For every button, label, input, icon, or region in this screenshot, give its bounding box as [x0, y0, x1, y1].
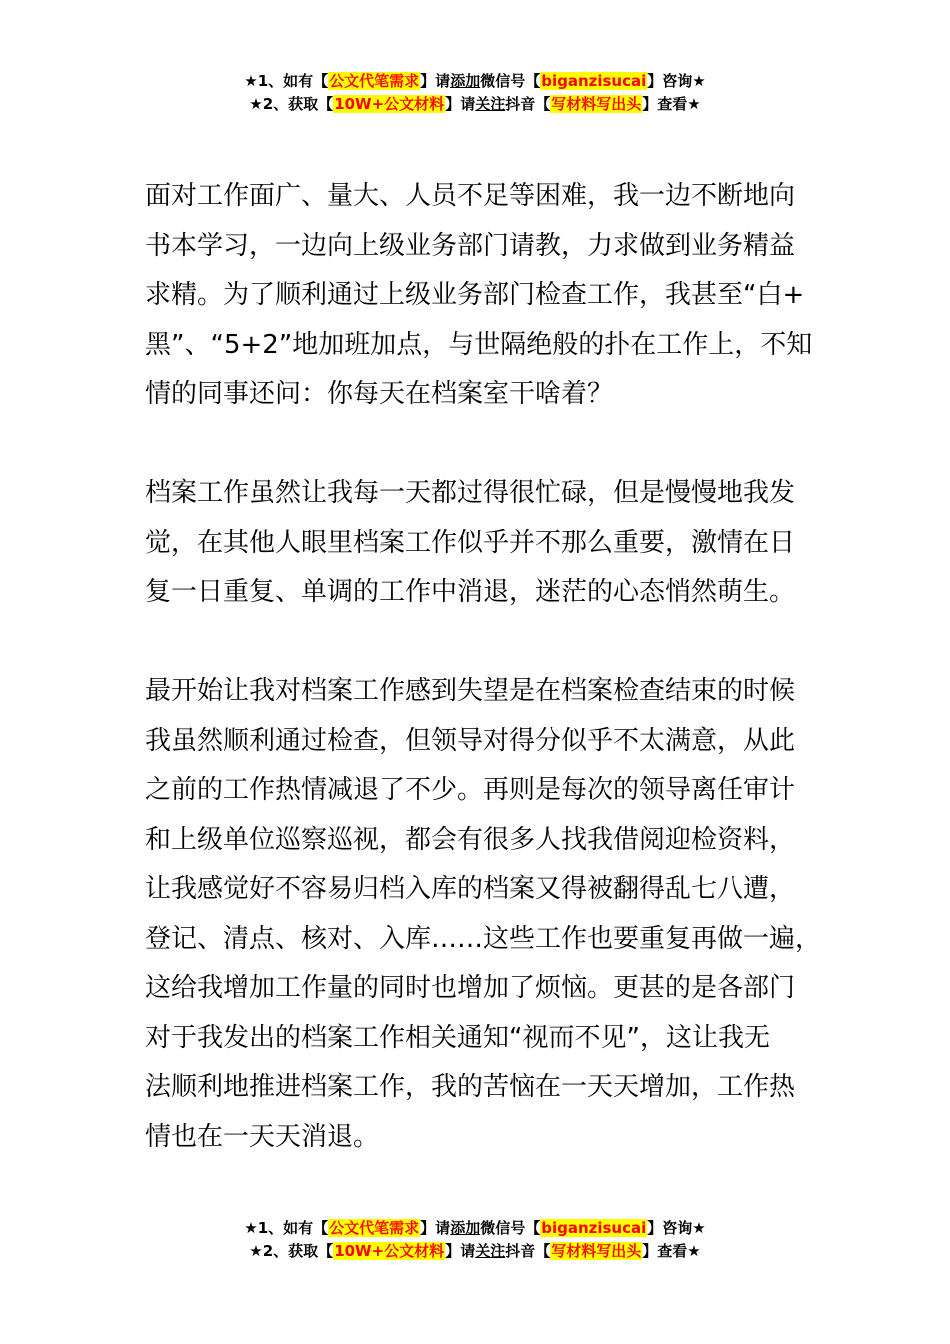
banner-text: 抖音【	[505, 1242, 551, 1260]
text-line: 对于我发出的档案工作相关通知“视而不见”，这让我无	[145, 1022, 770, 1053]
document-body	[145, 172, 822, 1162]
underlined-word: 添加	[450, 1219, 481, 1237]
underlined-word: 关注	[475, 1242, 506, 1260]
banner-text: 抖音【	[505, 95, 551, 113]
banner-text: 】查看★	[642, 95, 701, 113]
highlight-service: 公文代笔需求	[329, 72, 420, 90]
banner-line-2	[0, 93, 950, 116]
banner-text: 微信号【	[480, 72, 541, 90]
underlined-word: 关注	[475, 95, 506, 113]
header-banner	[0, 70, 950, 116]
highlight-service: 公文代笔需求	[329, 1219, 420, 1237]
text-line: 复一日重复、单调的工作中消退，迷茫的心态悄然萌生。	[145, 577, 796, 607]
text-line: 档案工作虽然让我每一天都过得很忙碌，但是慢慢地我发	[145, 478, 796, 508]
banner-text: 】咨询★	[647, 1219, 706, 1237]
text-line: 书本学习，一边向上级业务部门请教，力求做到业务精益	[145, 230, 796, 261]
banner-text: 微信号【	[480, 1219, 541, 1237]
banner-text: ★2、获取【	[249, 95, 334, 113]
highlight-materials: 10W+公文材料	[334, 1242, 445, 1260]
banner-text: 】查看★	[642, 1242, 701, 1260]
highlight-douyin-account: 写材料写出头	[551, 95, 642, 113]
text-line: 和上级单位巡察巡视，都会有很多人找我借阅迎检资料，	[145, 824, 796, 855]
banner-text: 】咨询★	[647, 72, 706, 90]
text-line: 面对工作面广、量大、人员不足等困难，我一边不断地向	[145, 181, 796, 211]
paragraph	[145, 469, 815, 618]
banner-line-1	[0, 1217, 950, 1240]
highlight-materials: 10W+公文材料	[334, 95, 445, 113]
underlined-word: 添加	[450, 72, 481, 90]
highlight-douyin-account: 写材料写出头	[551, 1242, 642, 1260]
text-line: 情的同事还问：你每天在档案室干啥着？	[145, 379, 614, 409]
text-line: 让我感觉好不容易归档入库的档案又得被翻得乱七八遭，	[145, 874, 796, 904]
text-line: 求精。为了顺利通过上级业务部门检查工作，我甚至“白+	[145, 280, 805, 310]
banner-line-1	[0, 70, 950, 93]
text-line: 黑”、“5+2”地加班加点，与世隔绝般的扑在工作上，不知	[145, 329, 813, 360]
banner-line-2	[0, 1240, 950, 1263]
text-line: 最开始让我对档案工作感到失望是在档案检查结束的时候	[145, 676, 796, 706]
text-line: 之前的工作热情减退了不少。再则是每次的领导离任审计	[145, 775, 796, 805]
text-line: 法顺利地推进档案工作，我的苦恼在一天天增加，工作热	[145, 1072, 796, 1102]
banner-text: ★2、获取【	[249, 1242, 334, 1260]
paragraph	[145, 172, 815, 420]
banner-text: ★1、如有【	[244, 1219, 329, 1237]
text-line: 我虽然顺利通过检查，但领导对得分似乎不太满意，从此	[145, 725, 796, 756]
banner-text: ★1、如有【	[244, 72, 329, 90]
paragraph	[145, 667, 822, 1162]
highlight-wechat-id: biganzisucai	[541, 1219, 647, 1237]
banner-text: 】请	[445, 1242, 476, 1260]
text-line: 觉，在其他人眼里档案工作似乎并不那么重要，激情在日	[145, 527, 796, 558]
banner-text: 】请	[445, 95, 476, 113]
banner-text: 】请	[420, 1219, 451, 1237]
footer-banner	[0, 1217, 950, 1263]
highlight-wechat-id: biganzisucai	[541, 72, 647, 90]
text-line: 这给我增加工作量的同时也增加了烦恼。更甚的是各部门	[145, 973, 796, 1003]
text-line: 情也在一天天消退。	[145, 1121, 380, 1152]
text-line: 登记、清点、核对、入库……这些工作也要重复再做一遍，	[145, 923, 822, 954]
banner-text: 】请	[420, 72, 451, 90]
